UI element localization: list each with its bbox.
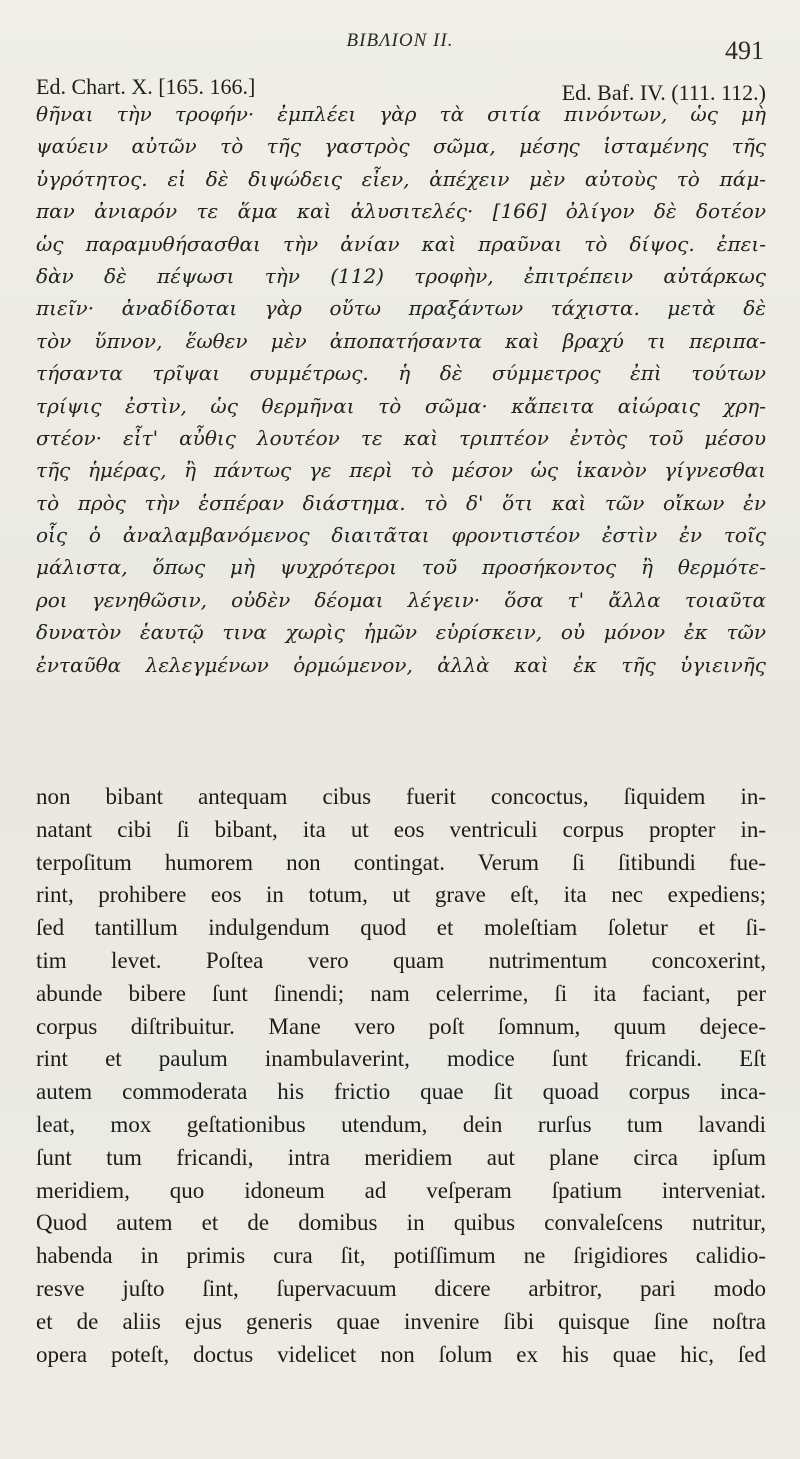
latin-text-line: rint, prohibere eos in totum, ut grave eſt, ita nec expediens; — [36, 882, 766, 908]
latin-text-line: et de aliis ejus generis quae invenire ſibi quisque ſine noſtra — [36, 1308, 766, 1334]
greek-text-line: θῆναι τὴν τροφήν· ἐμπλέει γὰρ τὰ σιτία πινόντων, ὡς μὴ — [36, 102, 766, 126]
page-number: 491 — [725, 36, 764, 65]
latin-text-line: opera poteſt, doctus videlicet non ſolum ex his quae hic, ſed — [36, 1341, 766, 1367]
latin-text-line: tim levet. Poſtea vero quam nutrimentum concoxerint, — [36, 947, 766, 973]
greek-text-line: ροι γενηθῶσιν, οὐδὲν δέομαι λέγειν· ὅσα τ' ἄλλα τοιαῦτα — [36, 587, 766, 612]
latin-text-line: abunde bibere ſunt ſinendi; nam celerrime, ſi ita faciant, per — [36, 980, 766, 1006]
edition-reference-chartier: Ed. Chart. X. [165. 166.] — [36, 74, 256, 99]
latin-text-line: natant cibi ſi bibant, ita ut eos ventriculi corpus propter in- — [36, 816, 766, 842]
greek-text-line: ψαύειν αὐτῶν τὸ τῆς γαστρὸς σῶμα, μέσης ἱσταμένης τῆς — [36, 134, 766, 159]
latin-text-line: resve juſto ſint, ſupervacuum dicere arbitror, pari modo — [36, 1275, 766, 1301]
edition-reference-basel: Ed. Baf. IV. (111. 112.) — [561, 80, 766, 105]
running-title: BIBΛΙΟΝ II. — [346, 30, 454, 51]
greek-text-line: δὰν δὲ πέψωσι τὴν (112) τροφὴν, ἐπιτρέπειν αὐτάρκως — [36, 263, 766, 288]
latin-text-line: non bibant antequam cibus fuerit concoctus, ſiquidem in- — [36, 784, 766, 809]
latin-text-line: leat, mox geſtationibus utendum, dein rurſus tum lavandi — [36, 1111, 766, 1137]
greek-text-line: τῆς ἡμέρας, ἢ πάντως γε περὶ τὸ μέσον ὡς ἱκανὸν γίγνεσθαι — [36, 458, 766, 483]
greek-text-line: τὸ πρὸς τὴν ἑσπέραν διάστημα. τὸ δ' ὅτι καὶ τῶν οἴκων ἐν — [36, 490, 766, 515]
greek-text-line: τὸν ὕπνον, ἕωθεν μὲν ἀποπατήσαντα καὶ βραχύ τι περιπα- — [36, 328, 766, 353]
greek-text-line: μάλιστα, ὅπως μὴ ψυχρότεροι τοῦ προσήκοντος ἢ θερμότε- — [36, 555, 766, 580]
greek-text-line: πιεῖν· ἀναδίδοται γὰρ οὕτω πραξάντων τάχιστα. μετὰ δὲ — [36, 296, 766, 321]
greek-text-line: ἐνταῦθα λελεγμένων ὁρμώμενον, ἀλλὰ καὶ ἐκ τῆς ὑγιεινῆς — [36, 652, 766, 677]
latin-text-line: rint et paulum inambulaverint, modice ſunt fricandi. Eſt — [36, 1046, 766, 1072]
greek-text-line: δυνατὸν ἑαυτῷ τινα χωρὶς ἡμῶν εὑρίσκειν, οὐ μόνον ἐκ τῶν — [36, 620, 766, 645]
greek-text-line: στέον· εἶτ' αὖθις λουτέον τε καὶ τριπτέον ἐντὸς τοῦ μέσου — [36, 425, 766, 450]
greek-text-line: τήσαντα τρῖψαι συμμέτρως. ἡ δὲ σύμμετρος ἐπὶ τούτων — [36, 361, 766, 386]
latin-text-line: corpus diſtribuitur. Mane vero poſt ſomnum, quum dejece- — [36, 1013, 766, 1039]
greek-text-line: οἷς ὁ ἀναλαμβανόμενος διαιτᾶται φροντιστέον ἐστὶν ἐν τοῖς — [36, 523, 766, 548]
greek-text-line: ὑγρότητος. εἰ δὲ διψώδεις εἶεν, ἀπέχειν μὲν αὐτοὺς τὸ πάμ- — [36, 166, 766, 191]
greek-text-line: τρίψις ἐστὶν, ὡς θερμῆναι τὸ σῶμα· κἄπειτα αἰώραις χρη- — [36, 393, 766, 418]
latin-text-line: habenda in primis cura ſit, potiſſimum ne ſrigidiores calidio- — [36, 1243, 766, 1269]
greek-text-line: ὡς παραμυθήσασθαι τὴν ἀνίαν καὶ πραῦναι τὸ δίψος. ἐπει- — [36, 231, 766, 256]
greek-text-block — [36, 98, 766, 681]
latin-text-line: ſed tantillum indulgendum quod et moleſtiam ſoletur et ſi- — [36, 915, 766, 941]
latin-text-line: Quod autem et de domibus in quibus convaleſcens nutritur, — [36, 1210, 766, 1236]
latin-text-line: autem commoderata his frictio quae ſit quoad corpus inca- — [36, 1079, 766, 1105]
latin-text-line: ſunt tum fricandi, intra meridiem aut plane circa ipſum — [36, 1144, 766, 1170]
latin-text-block — [36, 781, 766, 1371]
latin-text-line: terpoſitum humorem non contingat. Verum ſi ſitibundi fue- — [36, 849, 766, 875]
latin-text-line: meridiem, quo idoneum ad veſperam ſpatium interveniat. — [36, 1177, 766, 1203]
greek-text-line: παν ἀνιαρόν τε ἅμα καὶ ἀλυσιτελές· [166] ὀλίγον δὲ δοτέον — [36, 199, 766, 224]
